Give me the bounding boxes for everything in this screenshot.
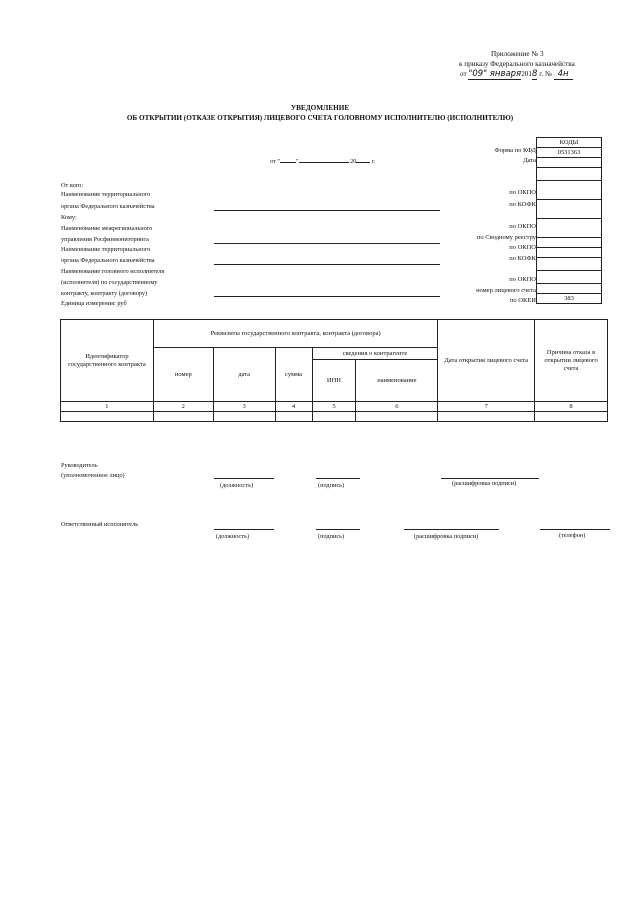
date-code-cell xyxy=(537,158,602,168)
codes-header: КОДЫ xyxy=(537,138,602,148)
order-date-line xyxy=(460,70,573,78)
header-identifier: Идентификатор государственного контракта xyxy=(61,320,154,402)
account-code-cell xyxy=(537,284,602,294)
label-head2: (исполнителя) по государственному xyxy=(61,279,158,286)
label-head1: Наименование головного исполнителя xyxy=(61,268,165,275)
label-mezh1: Наименование межрегионального xyxy=(61,225,153,232)
label-date: Дата xyxy=(523,157,536,164)
sign-line-signature2 xyxy=(316,529,360,530)
label-okpo1: по ОКПО xyxy=(509,189,536,196)
order-date-handwritten: "09" января xyxy=(468,69,522,79)
caption-signature: (подпись) xyxy=(318,482,345,489)
codes-box xyxy=(536,137,602,304)
label-to: Кому: xyxy=(61,214,77,221)
col-num: 6 xyxy=(356,402,438,412)
header-open-date: Дата открытия лицевого счета xyxy=(438,320,535,402)
header-inn: ИНН xyxy=(312,360,356,402)
title-line1: УВЕДОМЛЕНИЕ xyxy=(290,104,350,112)
table-number-row xyxy=(61,402,608,412)
okpo3-code-cell xyxy=(537,248,602,258)
label-kofk1: по КОФК xyxy=(509,201,536,208)
label-okpo2: по ОКПО xyxy=(509,223,536,230)
label-kofk2: по КОФК xyxy=(509,255,536,262)
title-line2: ОБ ОТКРЫТИИ (ОТКАЗЕ ОТКРЫТИЯ) ЛИЦЕВОГО СЧЕТА ГОЛОВНОМУ ИСПОЛНИТЕЛЮ (ИСПОЛНИТЕЛЮ) xyxy=(126,114,514,122)
label-okei: по ОКЕИ xyxy=(509,297,536,304)
appendix-label: Приложение № 3 xyxy=(491,50,544,58)
field-line-head xyxy=(214,296,440,297)
date-year: 20 xyxy=(350,158,357,165)
col-num: 8 xyxy=(535,402,608,412)
label-terr3: Наименование территориального xyxy=(61,246,151,253)
sign-line-decoding xyxy=(441,478,539,479)
col-num: 5 xyxy=(312,402,356,412)
label-mezh2: управления Росфинмониторинга xyxy=(61,236,149,243)
order-year-suffix: г. № xyxy=(539,70,552,78)
caption-position: (должность) xyxy=(220,482,254,489)
label-terr2: органа Федерального казначейства xyxy=(61,203,155,210)
order-year-handwritten: 8 xyxy=(531,69,538,79)
label-unit: Единица измерения: руб xyxy=(61,300,127,307)
header-requisites: Реквизиты государственного контракта, контракта (договора) xyxy=(153,320,437,348)
header-refuse-reason: Причина отказа в открытии лицевого счета xyxy=(535,320,608,402)
header-number: номер xyxy=(153,348,213,402)
date-suffix: г. xyxy=(372,158,376,165)
col-num: 2 xyxy=(153,402,213,412)
label-okud: Форма по КФД xyxy=(494,147,536,154)
label-svodny: по Сводному реестру xyxy=(476,234,536,241)
okpo1-code-cell xyxy=(537,181,602,200)
kofk2-code-cell xyxy=(537,258,602,271)
svodny-code-cell xyxy=(537,238,602,248)
label-head3: контракту, контракту (договору) xyxy=(61,290,148,297)
label-head-signer-sub: (уполномоченное лицо) xyxy=(61,472,125,479)
sign-line-decoding2 xyxy=(404,529,499,530)
order-date-prefix: от xyxy=(460,70,467,78)
label-terr1: Наименование территориального xyxy=(61,191,151,198)
table-row xyxy=(61,412,608,422)
label-okpo4: по ОКПО xyxy=(509,276,536,283)
header-name: наименование xyxy=(356,360,438,402)
field-line-terr2 xyxy=(214,264,440,265)
caption-decoding: (расшифровка подписи) xyxy=(452,480,517,487)
caption-decoding2: (расшифровка подписи) xyxy=(414,533,479,540)
col-num: 3 xyxy=(213,402,275,412)
order-number-handwritten: 4н xyxy=(554,69,573,80)
sign-line-signature xyxy=(316,478,360,479)
date-mid: " xyxy=(295,158,299,165)
contracts-table xyxy=(60,319,608,422)
blank-code-cell xyxy=(537,168,602,181)
okei-code-cell: 383 xyxy=(537,294,602,304)
caption-signature2: (подпись) xyxy=(318,533,345,540)
header-counterparty: сведения о контрагенте xyxy=(312,348,438,360)
label-executor: Ответственный исполнитель xyxy=(61,521,139,528)
caption-phone: (телефон) xyxy=(559,532,586,539)
okpo2-code-cell xyxy=(537,219,602,238)
order-label: к приказу Федерального казначейства xyxy=(459,60,575,68)
col-num: 7 xyxy=(438,402,535,412)
sign-line-position xyxy=(214,478,274,479)
label-account: номер лицевого счета xyxy=(476,287,536,294)
col-num: 4 xyxy=(275,402,312,412)
col-num: 1 xyxy=(61,402,154,412)
caption-position2: (должность) xyxy=(216,533,250,540)
label-okpo3: по ОКПО xyxy=(509,244,536,251)
date-prefix: от " xyxy=(270,158,280,165)
order-year: 201 xyxy=(521,70,532,78)
document-date-line xyxy=(270,158,375,165)
field-line-terr xyxy=(214,210,440,211)
sign-line-phone xyxy=(540,529,610,530)
sign-line-position2 xyxy=(214,529,274,530)
header-sum: сумма xyxy=(275,348,312,402)
okpo4-code-cell xyxy=(537,271,602,284)
label-from: От кого: xyxy=(61,182,84,189)
kofk1-code-cell xyxy=(537,200,602,219)
okud-code-cell: 0531363 xyxy=(537,148,602,158)
label-head-signer: Руководитель xyxy=(61,462,98,469)
label-terr4: органа Федерального казначейства xyxy=(61,257,155,264)
header-date: дата xyxy=(213,348,275,402)
field-line-mezh xyxy=(214,243,440,244)
